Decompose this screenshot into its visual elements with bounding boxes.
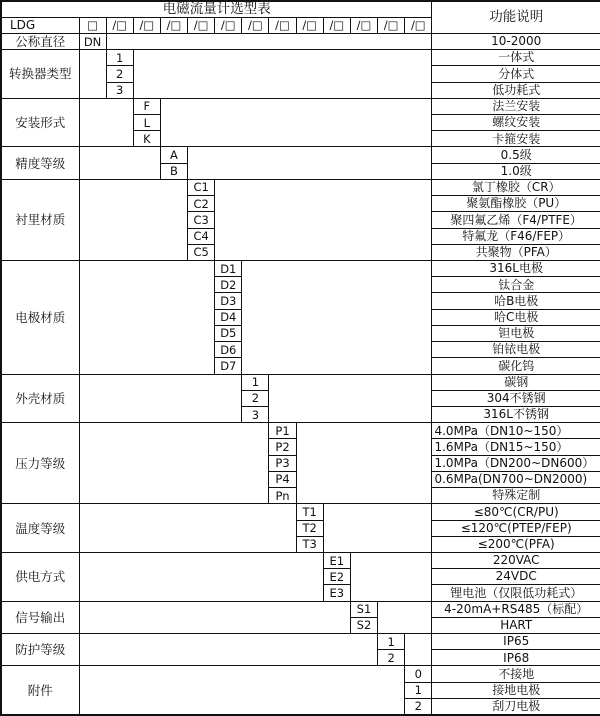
desc-cell: 法兰安装: [432, 98, 600, 114]
code-cell: T2: [296, 520, 323, 536]
code-cell: D6: [215, 342, 242, 358]
spacer-cell: [79, 261, 215, 375]
desc-cell: 卡箍安装: [432, 131, 600, 147]
code-cell: E2: [323, 569, 350, 585]
section-label: 压力等级: [1, 423, 79, 504]
spacer-cell: [350, 552, 432, 601]
desc-cell: 碳化钨: [432, 358, 600, 374]
spacer-cell: [79, 634, 378, 666]
desc-cell: 哈B电极: [432, 293, 600, 309]
code-cell: 3: [242, 406, 269, 422]
desc-cell: 哈C电极: [432, 309, 600, 325]
table-row: [1, 33, 600, 49]
model-code-box: /□: [160, 17, 187, 33]
table-row: [1, 50, 600, 66]
section-label: 衬里材质: [1, 179, 79, 260]
spacer-cell: [323, 504, 432, 553]
code-cell: C5: [188, 244, 215, 260]
code-cell: T1: [296, 504, 323, 520]
code-cell: D4: [215, 309, 242, 325]
desc-cell: 1.6MPa（DN15~150）: [432, 439, 600, 455]
spacer-cell: [160, 98, 432, 147]
spacer-cell: [79, 504, 296, 553]
desc-cell: ≤120℃(PTEP/FEP): [432, 520, 600, 536]
section-label: 信号输出: [1, 601, 79, 633]
desc-cell: 接地电极: [432, 682, 600, 698]
spacer-cell: [79, 50, 106, 99]
code-cell: D7: [215, 358, 242, 374]
section-label: 电极材质: [1, 261, 79, 375]
model-code-box: /□: [405, 17, 432, 33]
section-label: 防护等级: [1, 634, 79, 666]
desc-cell: 不接地: [432, 666, 600, 682]
code-cell: E1: [323, 552, 350, 568]
spacer-cell: [269, 374, 432, 423]
code-cell: C1: [188, 179, 215, 195]
code-cell: 2: [405, 698, 432, 715]
table-row: [1, 666, 600, 682]
code-cell: 2: [242, 390, 269, 406]
code-cell: 3: [106, 82, 133, 98]
model-code-box: /□: [242, 17, 269, 33]
model-code-box: /□: [269, 17, 296, 33]
desc-cell: 锂电池（仅限低功耗式）: [432, 585, 600, 601]
desc-cell: 220VAC: [432, 552, 600, 568]
spacer-cell: [378, 601, 432, 633]
code-cell: P3: [269, 455, 296, 471]
desc-cell: 特殊定制: [432, 488, 600, 504]
desc-cell: 24VDC: [432, 569, 600, 585]
desc-cell: 特氟龙（F46/FEP）: [432, 228, 600, 244]
desc-cell: 4.0MPa（DN10~150）: [432, 423, 600, 439]
code-cell: L: [133, 115, 160, 131]
model-code-box: /□: [215, 17, 242, 33]
model-code-box: /□: [350, 17, 377, 33]
code-cell: A: [160, 147, 187, 163]
desc-cell: 聚四氟乙烯（F4/PTFE）: [432, 212, 600, 228]
section-label: 供电方式: [1, 552, 79, 601]
desc-cell: 316L电极: [432, 261, 600, 277]
desc-cell: HART: [432, 617, 600, 633]
title-row: [1, 1, 600, 17]
section-label: 转换器类型: [1, 50, 79, 99]
desc-cell: 1.0级: [432, 163, 600, 179]
section-label: 附件: [1, 666, 79, 715]
table-row: [1, 423, 600, 439]
spacer-cell: [405, 634, 432, 666]
table-row: [1, 634, 600, 650]
code-cell: T3: [296, 536, 323, 552]
spacer-cell: [79, 147, 160, 179]
desc-cell: 316L不锈钢: [432, 406, 600, 422]
code-cell: S1: [350, 601, 377, 617]
desc-cell: 聚氨酯橡胶（PU）: [432, 196, 600, 212]
code-cell: 0: [405, 666, 432, 682]
section-label: 精度等级: [1, 147, 79, 179]
table-row: [1, 552, 600, 568]
code-cell: P2: [269, 439, 296, 455]
model-code-box: /□: [133, 17, 160, 33]
desc-cell: IP68: [432, 650, 600, 666]
model-code-box: /□: [323, 17, 350, 33]
desc-cell: 一体式: [432, 50, 600, 66]
table-row: [1, 601, 600, 617]
desc-cell: 0.5级: [432, 147, 600, 163]
code-cell: 1: [378, 634, 405, 650]
spacer-cell: [79, 601, 350, 633]
table-row: [1, 147, 600, 163]
code-cell: P1: [269, 423, 296, 439]
model-code-box: □: [79, 17, 106, 33]
code-cell: S2: [350, 617, 377, 633]
desc-cell: 氯丁橡胶（CR）: [432, 179, 600, 195]
spacer-cell: [188, 147, 432, 179]
section-label: 温度等级: [1, 504, 79, 553]
function-column-header: 功能说明: [432, 1, 600, 33]
spacer-cell: [242, 261, 432, 375]
desc-cell: 螺纹安装: [432, 115, 600, 131]
desc-cell: 铂铱电极: [432, 342, 600, 358]
desc-cell: 4-20mA+RS485（标配）: [432, 601, 600, 617]
model-code-box: /□: [296, 17, 323, 33]
desc-cell: 304不锈钢: [432, 390, 600, 406]
code-cell: C2: [188, 196, 215, 212]
desc-cell: 10-2000: [432, 33, 600, 49]
desc-cell: IP65: [432, 634, 600, 650]
desc-cell: 刮刀电极: [432, 698, 600, 715]
code-cell: D3: [215, 293, 242, 309]
desc-cell: ≤200℃(PFA): [432, 536, 600, 552]
desc-cell: 0.6MPa(DN700~DN2000): [432, 471, 600, 487]
table-row: [1, 179, 600, 195]
desc-cell: 钽电极: [432, 325, 600, 341]
spacer-cell: [79, 374, 242, 423]
spacer-cell: [133, 50, 432, 99]
table-title: 电磁流量计选型表: [1, 1, 432, 17]
code-cell: E3: [323, 585, 350, 601]
spacer-cell: [79, 423, 269, 504]
desc-cell: 碳钢: [432, 374, 600, 390]
desc-cell: 1.0MPa（DN200~DN600）: [432, 455, 600, 471]
model-prefix: LDG: [1, 17, 79, 33]
desc-cell: 分体式: [432, 66, 600, 82]
code-cell: 2: [378, 650, 405, 666]
model-code-box: /□: [188, 17, 215, 33]
spacer-cell: [79, 552, 323, 601]
spacer-cell: [79, 98, 133, 147]
desc-cell: 钛合金: [432, 277, 600, 293]
code-cell: K: [133, 131, 160, 147]
code-cell: 1: [106, 50, 133, 66]
code-cell: D2: [215, 277, 242, 293]
code-cell: 1: [242, 374, 269, 390]
code-cell: C3: [188, 212, 215, 228]
desc-cell: 低功耗式: [432, 82, 600, 98]
table-row: [1, 98, 600, 114]
model-code-box: /□: [106, 17, 133, 33]
spacer-cell: [79, 179, 188, 260]
code-cell: B: [160, 163, 187, 179]
table-row: [1, 261, 600, 277]
code-cell: D1: [215, 261, 242, 277]
spacer-cell: [296, 423, 432, 504]
section-label: 外壳材质: [1, 374, 79, 423]
spacer-cell: [106, 33, 432, 49]
desc-cell: 共聚物（PFA）: [432, 244, 600, 260]
code-cell: DN: [79, 33, 106, 49]
section-label: 公称直径: [1, 33, 79, 49]
table-row: [1, 504, 600, 520]
spacer-cell: [215, 179, 432, 260]
spacer-cell: [79, 666, 405, 715]
code-cell: F: [133, 98, 160, 114]
code-cell: Pn: [269, 488, 296, 504]
code-cell: D5: [215, 325, 242, 341]
desc-cell: ≤80℃(CR/PU): [432, 504, 600, 520]
table-row: [1, 374, 600, 390]
code-cell: C4: [188, 228, 215, 244]
code-cell: P4: [269, 471, 296, 487]
code-cell: 1: [405, 682, 432, 698]
code-cell: 2: [106, 66, 133, 82]
model-code-box: /□: [378, 17, 405, 33]
section-label: 安装形式: [1, 98, 79, 147]
